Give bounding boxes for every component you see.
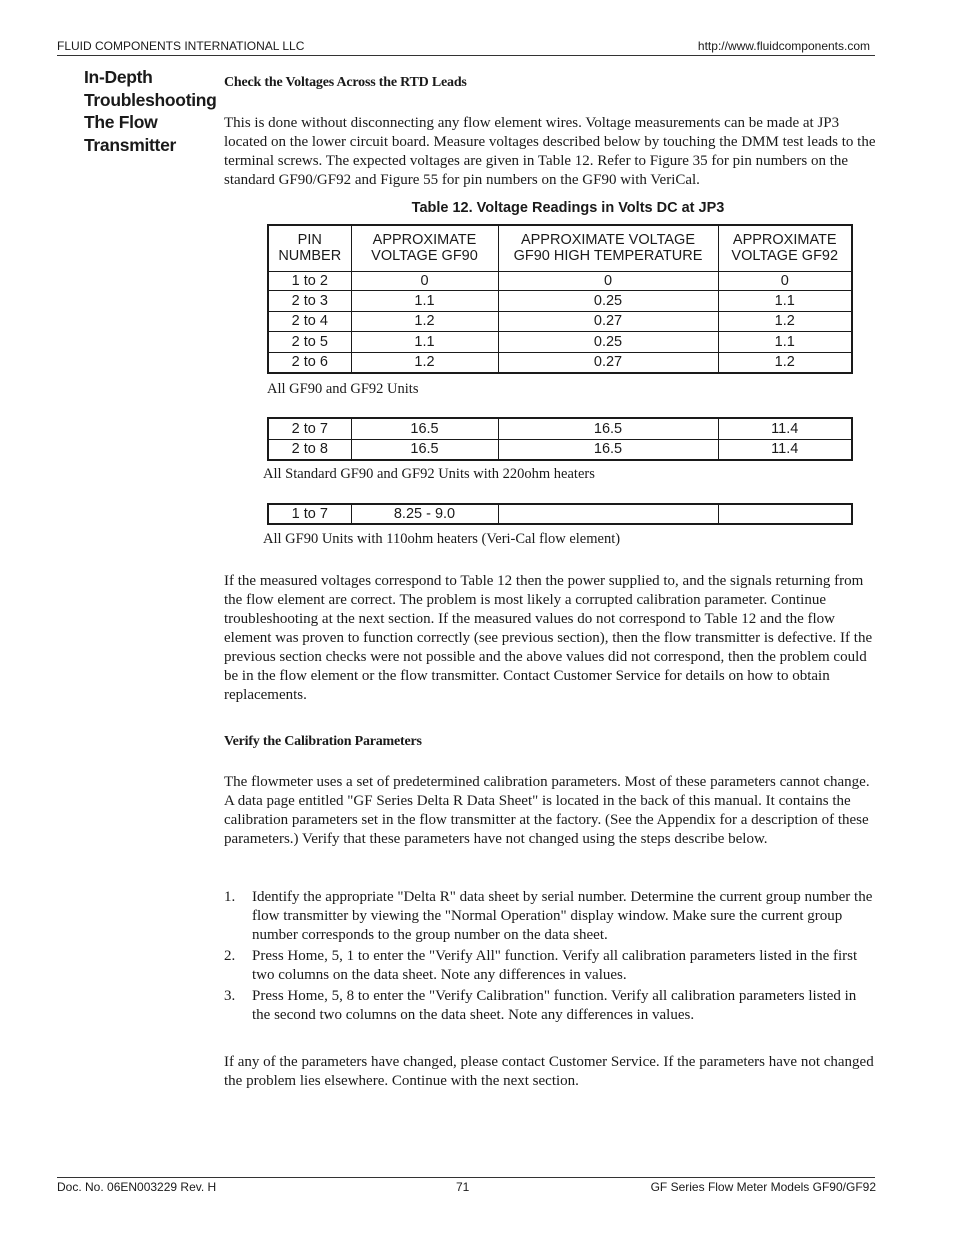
table-cell: 2 to 5 xyxy=(268,331,351,352)
header-cell-gf90: APPROXIMATE VOLTAGE GF90 xyxy=(351,225,498,271)
table-cell: 0.27 xyxy=(498,352,718,373)
table-cell: 1 to 7 xyxy=(268,504,351,524)
footer-page-number: 71 xyxy=(456,1180,470,1194)
table-row xyxy=(268,504,852,524)
table-cell: 0.25 xyxy=(498,290,718,311)
table-cell: 1.1 xyxy=(718,290,852,311)
table-cell: 0.25 xyxy=(498,331,718,352)
intro-paragraph: This is done without disconnecting any flow element wires. Voltage measurements can be made at JP3 located on the lower circuit board. Measure voltages described below by touching the DMM test leads to the terminal screws. The expected voltages are given in Table 12. Refer to Figure 35 for pin numbers on the standard GF90/GF92 and Figure 55 for pin numbers on the GF90 with VeriCal. xyxy=(224,115,876,188)
closing-paragraph: If any of the parameters have changed, please contact Customer Service. If the parameters have not changed the problem lies elsewhere. Continue with the next section. xyxy=(224,1054,874,1089)
table-row xyxy=(268,290,852,311)
table-cell: 11.4 xyxy=(718,439,852,460)
table-caption: Table 12. Voltage Readings in Volts DC at JP3 xyxy=(411,200,725,216)
table-cell: 1.1 xyxy=(351,290,498,311)
table-cell: 8.25 - 9.0 xyxy=(351,504,498,524)
footer-series: GF Series Flow Meter Models GF90/GF92 xyxy=(650,1180,876,1194)
table-cell: 0 xyxy=(718,271,852,290)
table-cell: 16.5 xyxy=(498,418,718,439)
voltage-table-110ohm xyxy=(267,503,853,525)
table-cell: 2 to 7 xyxy=(268,418,351,439)
table-row xyxy=(268,311,852,331)
section-heading-rtd-voltages: Check the Voltages Across the RTD Leads xyxy=(224,75,467,90)
list-item: 3. Press Home, 5, 8 to enter the "Verify Calibration" function. Verify all calibration parameters listed in the second two columns on the data sheet. Note any differences in values. xyxy=(224,988,857,1023)
table-cell: 16.5 xyxy=(351,439,498,460)
header-cell-gf92: APPROXIMATE VOLTAGE GF92 xyxy=(718,225,852,271)
table-header-row xyxy=(268,225,852,271)
voltage-table-main xyxy=(267,224,853,374)
table-cell: 2 to 8 xyxy=(268,439,351,460)
table-note-110ohm: All GF90 Units with 110ohm heaters (Veri-Cal flow element) xyxy=(263,531,621,547)
table-row xyxy=(268,418,852,439)
header-company: FLUID COMPONENTS INTERNATIONAL LLC xyxy=(57,39,305,53)
table-cell: 2 to 6 xyxy=(268,352,351,373)
table-cell xyxy=(498,504,718,524)
table-cell: 2 to 3 xyxy=(268,290,351,311)
table-cell: 1.2 xyxy=(718,311,852,331)
table-row xyxy=(268,331,852,352)
table-note-220ohm: All Standard GF90 and GF92 Units with 220ohm heaters xyxy=(263,466,595,482)
list-item: 2. Press Home, 5, 1 to enter the "Verify All" function. Verify all calibration parameters listed in the first two columns on the data sheet. Note any differences in values. xyxy=(224,948,858,983)
table-cell: 11.4 xyxy=(718,418,852,439)
list-item: 1. Identify the appropriate "Delta R" data sheet by serial number. Determine the current group number the flow transmitter by viewing the "Normal Operation" display window. Make sure the current group number corresponds to the group number on the data sheet. xyxy=(224,889,873,943)
table-cell: 0 xyxy=(498,271,718,290)
footer-rule xyxy=(57,1177,875,1178)
verify-steps-list xyxy=(224,888,876,1027)
table-cell: 1.2 xyxy=(351,311,498,331)
table-cell: 1.1 xyxy=(718,331,852,352)
table-cell: 1 to 2 xyxy=(268,271,351,290)
section-heading-verify-calibration: Verify the Calibration Parameters xyxy=(224,734,422,749)
footer-doc-number: Doc. No. 06EN003229 Rev. H xyxy=(57,1180,217,1194)
table-cell: 0 xyxy=(351,271,498,290)
sidebar-section-title: In-Depth Troubleshooting The Flow Transmitter xyxy=(84,67,217,155)
header-rule xyxy=(57,55,875,56)
table-row xyxy=(268,271,852,290)
table-cell: 16.5 xyxy=(351,418,498,439)
voltage-table-220ohm xyxy=(267,417,853,461)
header-cell-pin: PIN NUMBER xyxy=(268,225,351,271)
table-results-paragraph: If the measured voltages correspond to Table 12 then the power supplied to, and the signals returning from the flow element are correct. The problem is most likely a corrupted calibration parameter. Continue troubleshooting at the next section. If the measured values do not correspond to Table 12 and the flow element was proven to function correctly (see previous section), then the flow transmitter is defective. If the previous section checks were not possible and the above values did not correspond, then the problem could be in the flow element or the flow transmitter. Contact Customer Service for details on how to obtain replacements. xyxy=(224,573,873,703)
header-cell-gf90-high-temp: APPROXIMATE VOLTAGE GF90 HIGH TEMPERATURE xyxy=(498,225,718,271)
header-url: http://www.fluidcomponents.com xyxy=(697,39,870,53)
table-cell: 2 to 4 xyxy=(268,311,351,331)
calibration-paragraph: The flowmeter uses a set of predetermined calibration parameters. Most of these parameters cannot change. A data page entitled "GF Series Delta R Data Sheet" is located in the back of this manual. It contains the calibration parameters set in the flow transmitter at the factory. (See the Appendix for a description of these parameters.) Verify that these parameters have not changed using the steps describe below. xyxy=(224,774,870,847)
table-cell: 0.27 xyxy=(498,311,718,331)
table-cell xyxy=(718,504,852,524)
table-row xyxy=(268,352,852,373)
table-note-all-units: All GF90 and GF92 Units xyxy=(267,381,419,397)
table-cell: 1.1 xyxy=(351,331,498,352)
table-cell: 1.2 xyxy=(718,352,852,373)
table-cell: 16.5 xyxy=(498,439,718,460)
table-row xyxy=(268,439,852,460)
table-cell: 1.2 xyxy=(351,352,498,373)
